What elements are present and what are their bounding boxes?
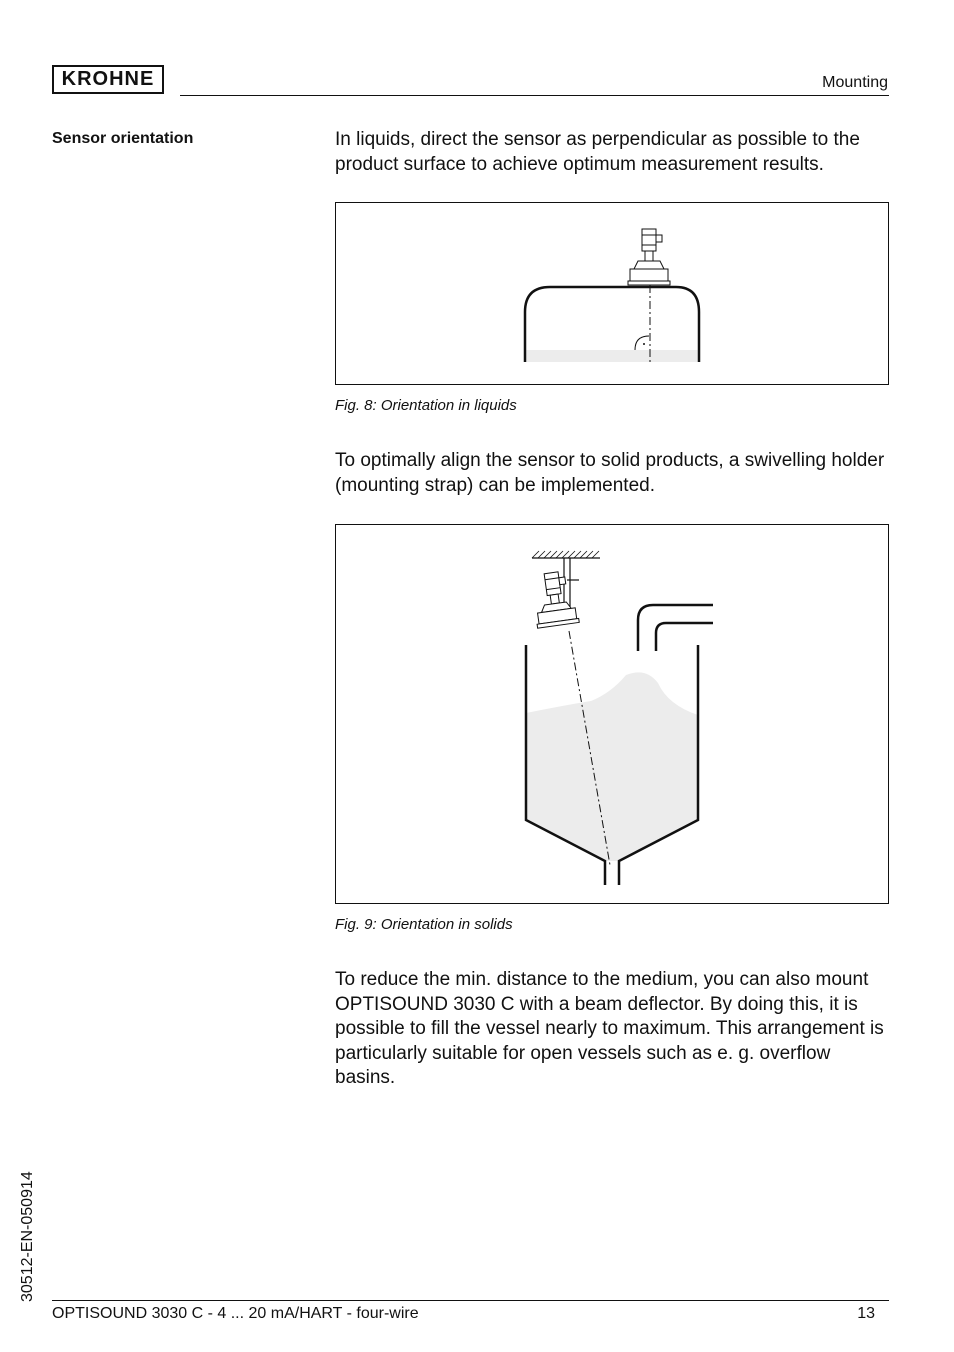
side-heading: Sensor orientation xyxy=(52,130,194,147)
paragraph-liquids: In liquids, direct the sensor as perpendicular as possible to the product surface to achieve optimum measurement results. xyxy=(335,129,860,175)
figure-orientation-liquids xyxy=(335,202,889,385)
liquid-surface xyxy=(526,350,698,362)
footer-title: OPTISOUND 3030 C - 4 ... 20 mA/HART - four-wire xyxy=(52,1305,419,1322)
document-code: 30512-EN-050914 xyxy=(19,1171,36,1302)
header-rule xyxy=(180,95,889,96)
figure-caption-solids: Fig. 9: Orientation in solids xyxy=(335,916,513,933)
paragraph-solids: To optimally align the sensor to solid products, a swivelling holder (mounting strap) can be implemented. xyxy=(335,450,885,496)
liquids-diagram xyxy=(336,203,888,384)
page-number: 13 xyxy=(857,1305,875,1322)
solids-diagram xyxy=(336,525,888,903)
right-angle-dot xyxy=(643,343,645,345)
paragraph-beam-deflector: To reduce the min. distance to the medium, you can also mount OPTISOUND 3030 C with a beam deflector. By doing this, it is possible to fill the vessel nearly to maximum. This arrangement is particularly suitable for open vessels such as e. g. overflow basins. xyxy=(335,969,884,1088)
sensor-icon xyxy=(530,570,579,628)
fill-pipe-outer xyxy=(638,605,713,651)
footer-rule xyxy=(52,1300,889,1301)
ceiling-hatch xyxy=(532,551,600,558)
header-section-title: Mounting xyxy=(822,74,888,91)
figure-caption-liquids: Fig. 8: Orientation in liquids xyxy=(335,397,517,414)
figure-orientation-solids xyxy=(335,524,889,904)
sensor-icon xyxy=(628,229,670,285)
fill-pipe-inner xyxy=(656,623,713,651)
right-angle-mark xyxy=(635,336,649,350)
krohne-logo: KROHNE xyxy=(52,65,164,94)
